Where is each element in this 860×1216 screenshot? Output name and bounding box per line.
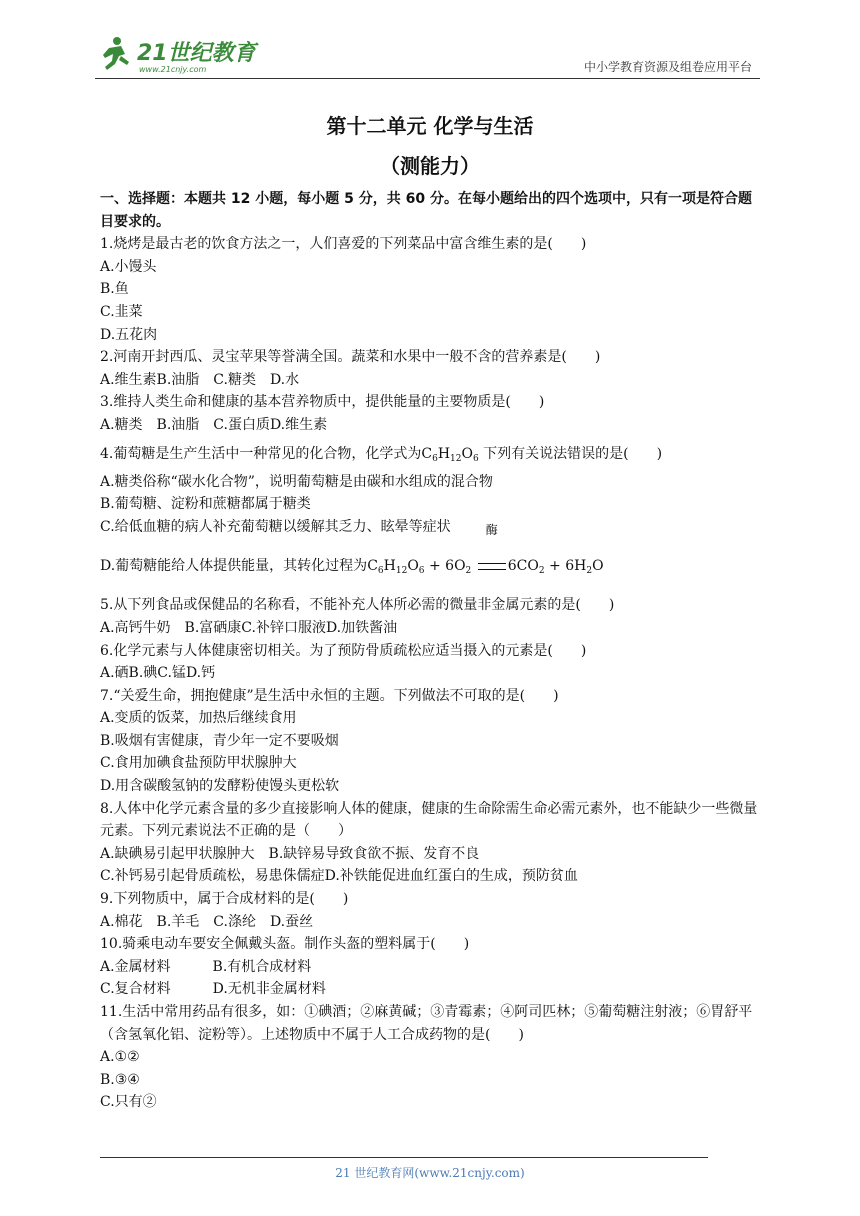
svg-text:www.21cnjy.com: www.21cnjy.com xyxy=(139,65,207,74)
q4-option-b: B.葡萄糖、淀粉和蔗糖都属于糖类 xyxy=(100,496,311,513)
q7-option-c: C.食用加碘食盐预防甲状腺肿大 xyxy=(100,755,297,772)
q4-option-c: C.给低血糖的病人补充葡萄糖以缓解其乏力、眩晕等症状 xyxy=(100,518,451,535)
q4-stem-post: 下列有关说法错误的是( ) xyxy=(483,445,663,462)
q1-option-b: B.鱼 xyxy=(100,281,129,298)
q4-option-d-pre: D.葡萄糖能给人体提供能量，其转化过程为 xyxy=(100,558,368,575)
svg-text:21世纪教育: 21世纪教育 xyxy=(137,41,256,66)
section-heading: 一、选择题：本题共 12 小题，每小题 5 分，共 60 分。在每小题给出的四个选项中，只有一项是符合题目要求的。 xyxy=(100,191,752,230)
q7-option-d: D.用含碳酸氢钠的发酵粉使馒头更松软 xyxy=(100,778,340,795)
q3-options: A.糖类 B.油脂 C.蛋白质D.维生素 xyxy=(100,416,328,433)
q11-option-b: B.③④ xyxy=(100,1071,140,1088)
page-title: 第十二单元 化学与生活 xyxy=(326,114,534,138)
q2-stem: 2.河南开封西瓜、灵宝苹果等誉满全国。蔬菜和水果中一般不含的营养素是( ) xyxy=(100,349,601,366)
platform-name: 中小学教育资源及组卷应用平台 xyxy=(583,60,752,74)
q10-options-ab: A.金属材料 B.有机合成材料 xyxy=(100,958,312,975)
q8-stem: 8.人体中化学元素含量的多少直接影响人体的健康，健康的生命除需生命必需元素外，也不能缺少一些微量元素。下列元素说法不正确的是（ ） xyxy=(100,800,758,840)
q8-options-ab: A.缺碘易引起甲状腺肿大 B.缺锌易导致食欲不振、发育不良 xyxy=(100,845,480,862)
q1-option-d: D.五花肉 xyxy=(100,326,158,343)
footer-text: 21 世纪教育网(www.21cnjy.com) xyxy=(335,1166,525,1180)
logo-21cnjy xyxy=(95,34,275,74)
q9-options: A.棉花 B.羊毛 C.涤纶 D.蚕丝 xyxy=(100,913,314,930)
page-subtitle: （测能力） xyxy=(380,154,480,178)
q4-stem xyxy=(100,437,763,471)
q7-option-b: B.吸烟有害健康，青少年一定不要吸烟 xyxy=(100,732,339,749)
q10-stem: 10.骑乘电动车要安全佩戴头盔。制作头盔的塑料属于( ) xyxy=(100,936,470,953)
page-header xyxy=(95,30,760,79)
q4-option-a: A.糖类俗称“碳水化合物”，说明葡萄糖是由碳和水组成的混合物 xyxy=(100,473,493,490)
q10-options-cd: C.复合材料 D.无机非金属材料 xyxy=(100,981,326,998)
q1-option-c: C.韭菜 xyxy=(100,303,143,320)
q3-stem: 3.维持人类生命和健康的基本营养物质中，提供能量的主要物质是( ) xyxy=(100,394,545,411)
q1-option-a: A.小馒头 xyxy=(100,258,157,275)
q7-stem: 7.“关爱生命，拥抱健康”是生活中永恒的主题。下列做法不可取的是( ) xyxy=(100,687,559,704)
q7-option-a: A.变质的饭菜，加热后继续食用 xyxy=(100,710,297,727)
q2-options: A.维生素B.油脂 C.糖类 D.水 xyxy=(100,371,300,388)
question-list xyxy=(100,188,763,1114)
q6-stem: 6.化学元素与人体健康密切相关。为了预防骨质疏松应适当摄入的元素是( ) xyxy=(100,642,587,659)
q5-options: A.高钙牛奶 B.富硒康C.补锌口服液D.加铁酱油 xyxy=(100,619,398,636)
q8-options-cd: C.补钙易引起骨质疏松，易患侏儒症D.补铁能促进血红蛋白的生成，预防贫血 xyxy=(100,868,578,885)
q9-stem: 9.下列物质中，属于合成材料的是( ) xyxy=(100,891,349,908)
enzyme-condition: 酶 xyxy=(476,538,508,594)
glucose-formula: $C_6H_{12}O_6$ xyxy=(421,445,479,464)
q11-option-a: A.①② xyxy=(100,1049,140,1066)
q6-options: A.硒B.碘C.锰D.钙 xyxy=(100,665,216,682)
q4-stem-pre: 4.葡萄糖是生产生活中一种常见的化合物，化学式为 xyxy=(100,445,422,462)
reaction-equation: $C_6H_{12}O_6 + 6O_2$ 酶 $6CO_2 + 6H_2O$ xyxy=(367,558,603,574)
q11-stem: 11.生活中常用药品有很多，如：①碘酒；②麻黄碱；③青霉素；④阿司匹林；⑤葡萄糖注射液；⑥胃舒平（含氢氧化铝、淀粉等）。上述物质中不属于人工合成药物的是( ) xyxy=(100,1004,753,1043)
footer-divider xyxy=(100,1157,708,1158)
q1-stem: 1.烧烤是最古老的饮食方法之一，人们喜爱的下列菜品中富含维生素的是( ) xyxy=(100,236,587,253)
q11-option-c: C.只有② xyxy=(100,1094,157,1111)
q5-stem: 5.从下列食品或保健品的名称看，不能补充人体所必需的微量非金属元素的是( ) xyxy=(100,597,615,614)
